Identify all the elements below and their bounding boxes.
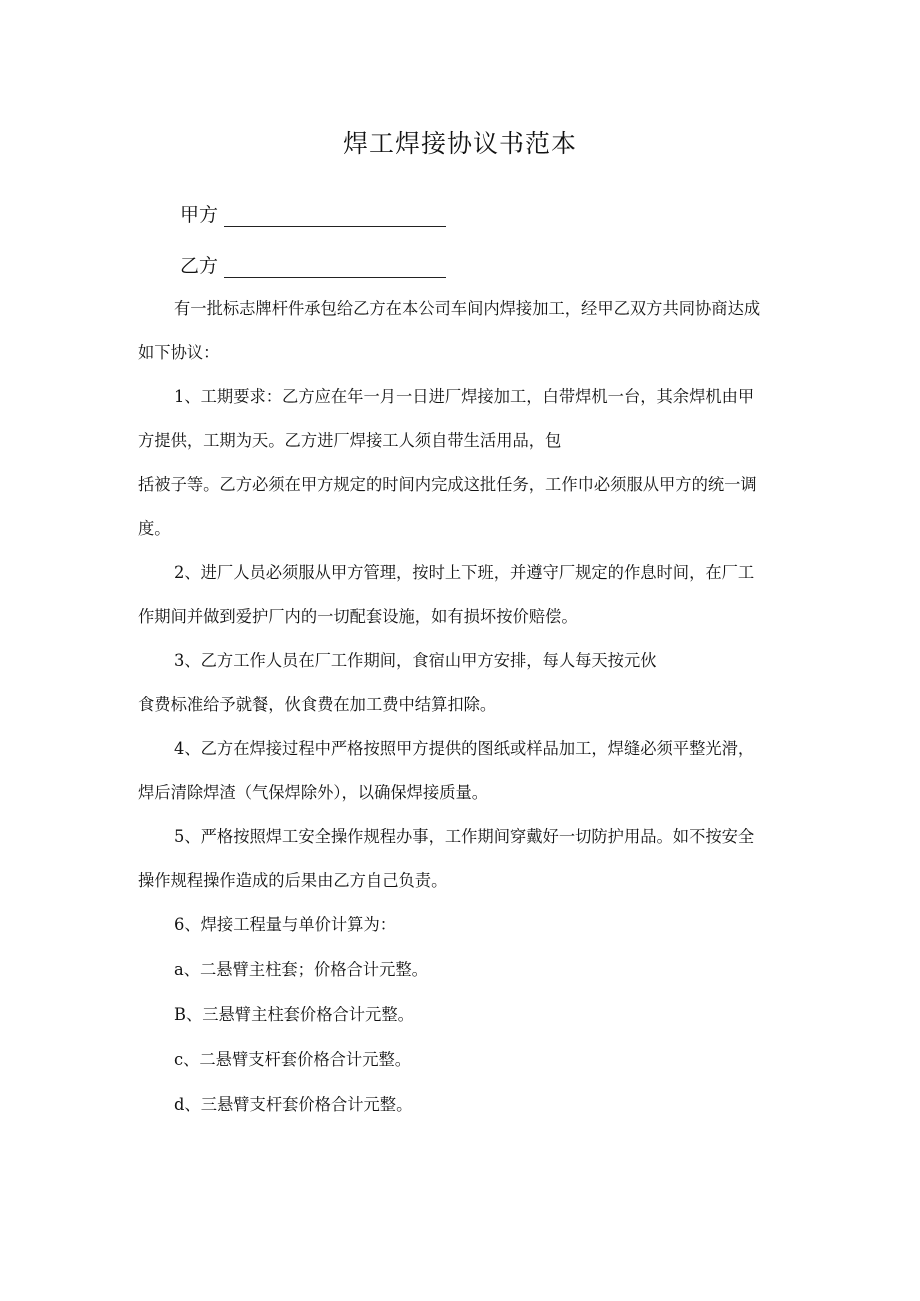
clause-3-line-1: 3、乙方工作人员在厂工作期间，食宿山甲方安排，每人每天按元伙 [174, 651, 657, 670]
clause-1-line-2: 方提供，工期为天。乙方进厂焊接工人须自带生活用品，包 [138, 431, 562, 450]
clause-6-title: 6、焊接工程量与单价计算为： [174, 915, 397, 934]
clause-4-line-2: 焊后清除焊渣（气保焊除外），以确保焊接质量。 [138, 783, 489, 802]
party-b-label: 乙方 [180, 255, 219, 277]
price-item-c: c、二悬臂支杆套价格合计元整。 [174, 1050, 412, 1069]
document-title: 焊工焊接协议书范本 [342, 129, 577, 158]
clause-3-line-2: 食费标准给予就餐，伙食费在加工费中结算扣除。 [138, 695, 497, 714]
party-b-blank-line [224, 257, 446, 278]
clause-2-line-1: 2、进厂人员必须服从甲方管理，按时上下班，并遵守厂规定的作息时间，在厂工 [174, 563, 755, 582]
intro-line-2: 如下协议： [138, 343, 220, 362]
clause-2-line-2: 作期间并做到爱护厂内的一切配套设施，如有损坏按价赔偿。 [138, 607, 578, 626]
party-a-blank-line [224, 206, 446, 227]
clause-1-line-3: 括被子等。乙方必须在甲方规定的时间内完成这批任务，工作巾必须服从甲方的统一调 [138, 475, 757, 494]
party-a-label: 甲方 [180, 204, 219, 226]
party-a-field [180, 200, 446, 227]
price-item-b: B、三悬臂主柱套价格合计元整。 [174, 1005, 414, 1024]
clause-1-line-4: 度。 [138, 519, 171, 538]
clause-1-line-1: 1、工期要求：乙方应在年一月一日进厂焊接加工，白带焊机一台，其余焊机由甲 [174, 387, 755, 406]
price-item-d: d、三悬臂支杆套价格合计元整。 [174, 1095, 413, 1114]
price-item-a: a、二悬臂主柱套；价格合计元整。 [174, 960, 428, 979]
clause-5-line-2: 操作规程操作造成的后果由乙方自己负责。 [138, 871, 448, 890]
party-b-field [180, 251, 446, 278]
intro-line-1: 有一批标志牌杆件承包给乙方在本公司车间内焊接加工，经甲乙双方共同协商达成 [174, 299, 761, 318]
clause-4-line-1: 4、乙方在焊接过程中严格按照甲方提供的图纸或样品加工，焊缝必须平整光滑， [174, 739, 755, 758]
clause-5-line-1: 5、严格按照焊工安全操作规程办事，工作期间穿戴好一切防护用品。如不按安全 [174, 827, 755, 846]
